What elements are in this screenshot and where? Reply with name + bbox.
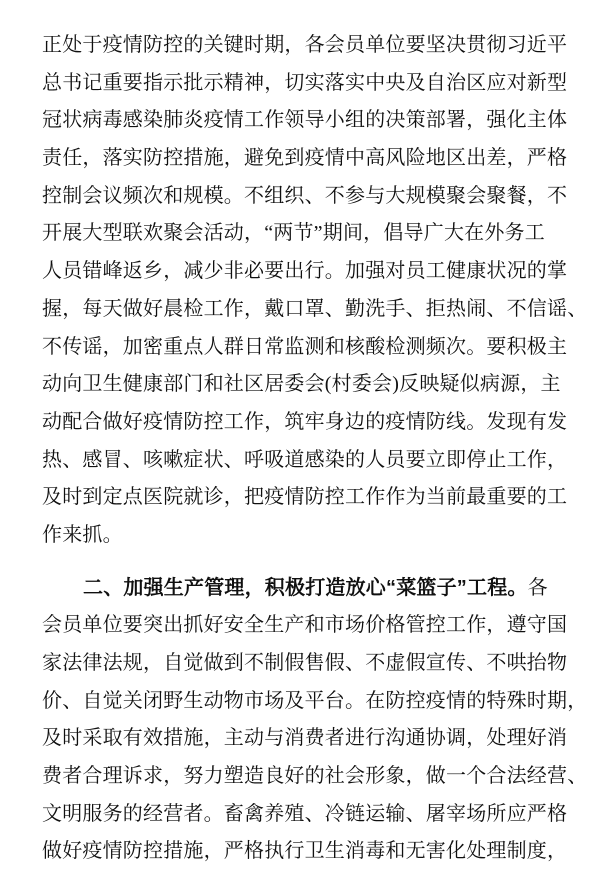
text-line: 握，每天做好晨检工作，戴口罩、勤洗手、拒热闹、不信谣、 [42, 297, 588, 320]
text-line: 动向卫生健康部门和社区居委会(村委会)反映疑似病源，主 [42, 373, 561, 396]
text-line: 不传谣，加密重点人群日常监测和核酸检测频次。要积极主 [42, 335, 568, 358]
text-line: 冠状病毒感染肺炎疫情工作领导小组的决策部署，强化主体 [42, 109, 568, 132]
text-line: 控制会议频次和规模。不组织、不参与大规模聚会聚餐，不 [42, 184, 568, 207]
section-2-heading: 二、加强生产管理，积极打造放心“菜篮子”工程。 [83, 576, 528, 599]
text-line: 价、自觉关闭野生动物市场及平台。在防控疫情的特殊时期， [42, 689, 588, 712]
text-line: 做好疫情防控措施，严格执行卫生消毒和无害化处理制度， [42, 840, 568, 863]
text-line: 家法律法规，自觉做到不制假售假、不虚假宣传、不哄抬物 [42, 652, 568, 674]
text-line: 开展大型联欢聚会活动，“两节”期间，倡导广大在外务工 [42, 222, 545, 245]
text-line: 责任，落实防控措施，避免到疫情中高风险地区出差，严格 [42, 147, 568, 170]
text-line: 文明服务的经营者。畜禽养殖、冷链运输、屠宰场所应严格 [42, 802, 568, 825]
text-line: 人员错峰返乡，减少非必要出行。加强对员工健康状况的掌 [42, 260, 568, 283]
text-line: 热、感冒、咳嗽症状、呼吸道感染的人员要立即停止工作， [42, 448, 568, 471]
text-content [42, 27, 588, 871]
text-line: 正处于疫情防控的关键时期，各会员单位要坚决贯彻习近平 [42, 34, 568, 56]
text-line: 会员单位要突出抓好安全生产和市场价格管控工作，遵守国 [42, 614, 568, 637]
text-line: 及时采取有效措施，主动与消费者进行沟通协调，处理好消 [42, 727, 568, 750]
text-line: 及时到定点医院就诊，把疫情防控工作作为当前最重要的工 [42, 486, 568, 509]
text-run: 各 [527, 576, 548, 599]
text-line: 动配合做好疫情防控工作，筑牢身边的疫情防线。发现有发 [42, 410, 568, 433]
section-heading-line [42, 570, 570, 608]
text-line: 费者合理诉求，努力塑造良好的社会形象，做一个合法经营、 [42, 765, 588, 788]
paragraph-2 [42, 570, 588, 872]
text-line: 作来抓。 [42, 523, 123, 546]
text-line: 总书记重要指示批示精神，切实落实中央及自治区应对新型 [42, 71, 568, 94]
paragraph-1 [42, 27, 588, 555]
